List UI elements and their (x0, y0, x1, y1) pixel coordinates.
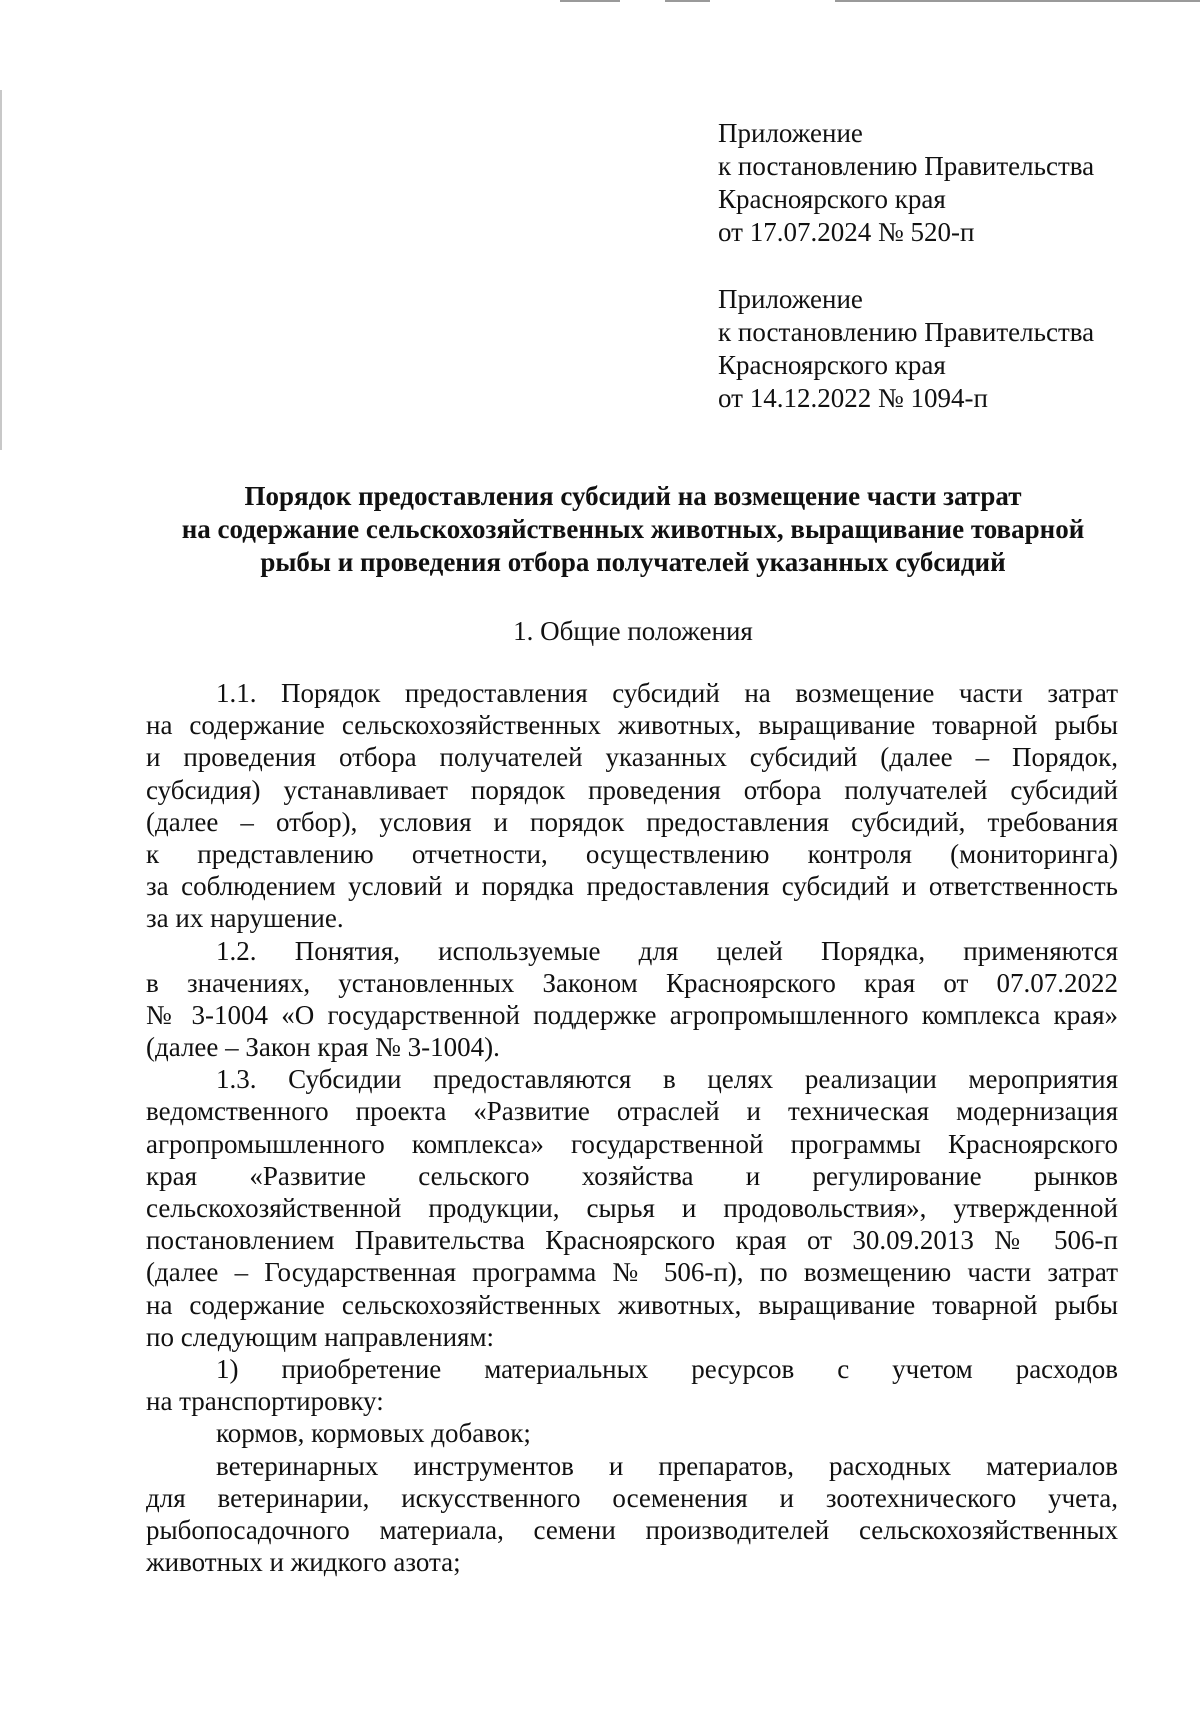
list-item-1 (146, 1353, 1118, 1417)
text-line: кормов, кормовых добавок; (216, 1418, 531, 1449)
paragraph-1-2 (146, 935, 1118, 1064)
text-line: края «Развитие сельского хозяйства и регулирование рынков (146, 1160, 1118, 1191)
text-line: агропромышленного комплекса» государственной программы Красноярского (146, 1128, 1118, 1159)
scan-artifact (665, 0, 710, 2)
appendix-header-previous (718, 283, 1138, 415)
text-line: на транспортировку: (146, 1386, 384, 1417)
appendix-line: Приложение (718, 118, 863, 148)
text-line: животных и жидкого азота; (146, 1547, 461, 1578)
appendix-line: Красноярского края (718, 350, 946, 380)
scan-edge (0, 90, 2, 450)
title-line: рыбы и проведения отбора получателей указанных субсидий (260, 547, 1006, 577)
text-line: и проведения отбора получателей указанных субсидий (далее – Порядок, (146, 742, 1118, 773)
appendix-header-current (718, 117, 1138, 249)
title-line: на содержание сельскохозяйственных животных, выращивание товарной (181, 514, 1085, 544)
text-line: рыбопосадочного материала, семени производителей сельскохозяйственных (146, 1514, 1118, 1545)
scan-artifact (560, 0, 620, 2)
appendix-line: к постановлению Правительства (718, 317, 1095, 347)
text-line: (далее – Государственная программа № 506-п), по возмещению части затрат (146, 1257, 1118, 1288)
text-line: ветеринарных инструментов и препаратов, расходных материалов (216, 1450, 1118, 1481)
text-line: сельскохозяйственной продукции, сырья и продовольствия», утвержденной (146, 1193, 1118, 1223)
text-line: ведомственного проекта «Развитие отраслей и техническая модернизация (146, 1096, 1118, 1127)
text-line: в значениях, установленных Законом Красноярского края от 07.07.2022 (146, 967, 1118, 998)
text-line: на содержание сельскохозяйственных животных, выращивание товарной рыбы (146, 710, 1118, 741)
text-line: за соблюдением условий и порядка предоставления субсидий и ответственность (146, 871, 1118, 902)
text-line: к представлению отчетности, осуществлению контроля (мониторинга) (146, 838, 1118, 869)
text-line: по следующим направлениям: (146, 1321, 495, 1352)
list-item-feed (146, 1417, 1118, 1449)
text-line: 1.2. Понятия, используемые для целей Порядка, применяются (216, 935, 1118, 966)
text-line: за их нарушение. (146, 903, 344, 934)
paragraph-1-3 (146, 1063, 1118, 1353)
text-line: для ветеринарии, искусственного осеменения и зоотехнического учета, (146, 1482, 1118, 1513)
appendix-line: к постановлению Правительства (718, 151, 1095, 181)
appendix-line: Красноярского края (718, 184, 946, 214)
list-item-veterinary (146, 1450, 1118, 1579)
text-line: постановлением Правительства Красноярского края от 30.09.2013 № 506-п (146, 1225, 1118, 1256)
appendix-line: Приложение (718, 284, 863, 314)
text-line: субсидия) устанавливает порядок проведения отбора получателей субсидий (146, 774, 1118, 805)
text-line: № 3-1004 «О государственной поддержке агропромышленного комплекса края» (146, 999, 1118, 1030)
appendix-line: от 17.07.2024 № 520-п (718, 217, 975, 247)
text-line: (далее – Закон края № 3-1004). (146, 1032, 500, 1063)
appendix-line: от 14.12.2022 № 1094-п (718, 383, 988, 413)
text-line: 1.1. Порядок предоставления субсидий на возмещение части затрат (216, 678, 1118, 708)
scan-artifact (835, 0, 1200, 2)
text-line: 1) приобретение материальных ресурсов с учетом расходов (216, 1353, 1118, 1384)
body-text (146, 677, 1118, 1578)
section-heading: 1. Общие положения (513, 616, 753, 646)
paragraph-1-1 (146, 677, 1118, 935)
title-line: Порядок предоставления субсидий на возмещение части затрат (244, 481, 1022, 511)
document-title (146, 480, 1120, 579)
text-line: на содержание сельскохозяйственных животных, выращивание товарной рыбы (146, 1289, 1118, 1320)
text-line: 1.3. Субсидии предоставляются в целях реализации мероприятия (216, 1064, 1118, 1095)
text-line: (далее – отбор), условия и порядок предоставления субсидий, требования (146, 806, 1118, 837)
